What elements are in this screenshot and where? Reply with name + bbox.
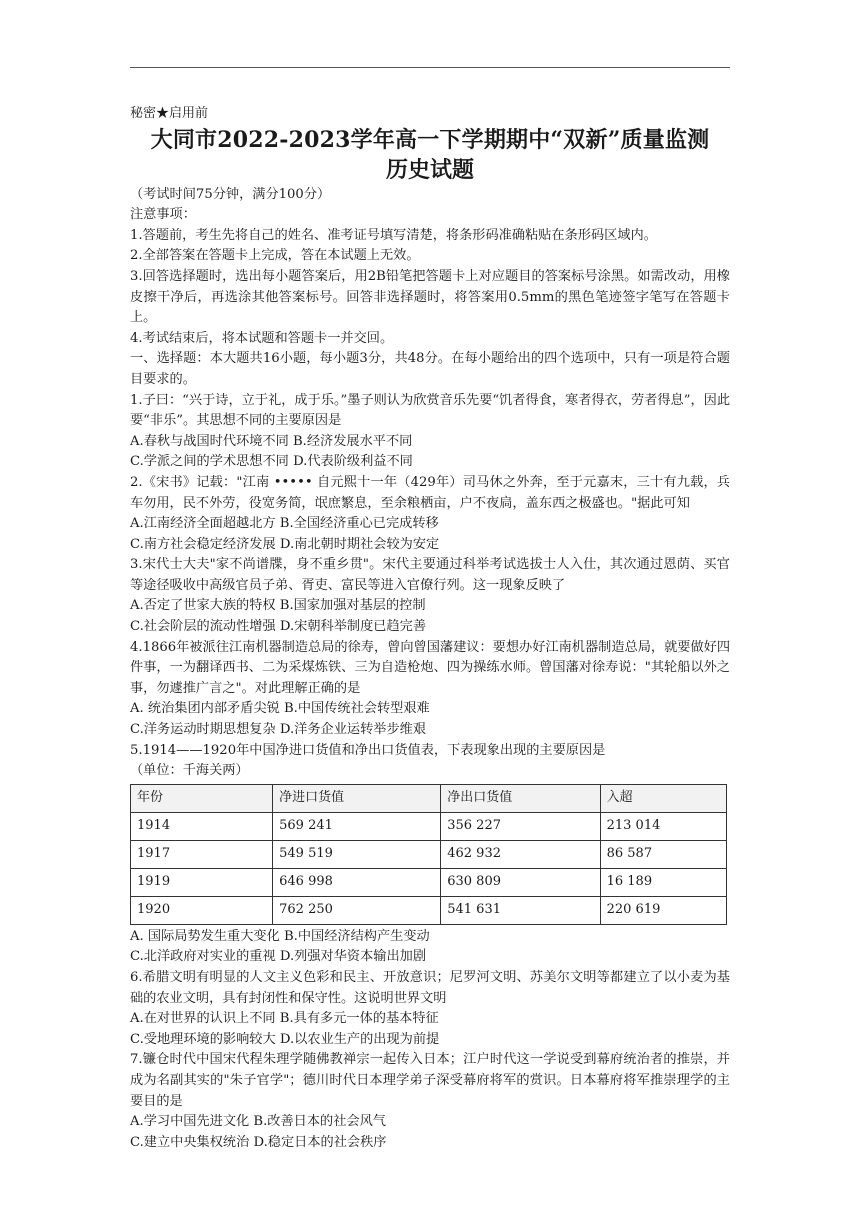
table-header-row xyxy=(131,784,727,812)
question-options: C.洋务运动时期思想复杂 D.洋务企业运转举步维艰 xyxy=(130,722,427,738)
table-cell: 86 587 xyxy=(600,840,726,868)
table-row xyxy=(131,840,727,868)
question-options: A.否定了世家大族的特权 B.国家加强对基层的控制 xyxy=(130,598,426,614)
table-cell: 220 619 xyxy=(600,896,726,924)
section-intro: 一、选择题：本大题共16小题，每小题3分，共48分。在每小题给出的四个选项中，只有一项是符合题目要求的。 xyxy=(130,351,730,387)
table-cell: 213 014 xyxy=(600,812,726,840)
question-stem: 7.镰仓时代中国宋代程朱理学随佛教禅宗一起传入日本；江户时代这一学说受到幕府统治者的推崇，并成为名副其实的"朱子官学"；德川时代日本理学弟子深受幕府将军的赏识。日本幕府将军推崇理学的主要目的是 xyxy=(130,1052,730,1109)
question-options: A.在对世界的认识上不同 B.具有多元一体的基本特征 xyxy=(130,1011,439,1027)
question-options: C.社会阶层的流动性增强 D.宋朝科举制度已趋完善 xyxy=(130,619,427,635)
table-cell: 541 631 xyxy=(441,896,600,924)
question-stem: 2.《宋书》记载："江南 ••••• 自元熙十一年（429年）司马休之外奔，至于元嘉末，三十有九载，兵车勿用，民不外劳，役宽务简，氓庶繁息，至余粮栖亩，户不夜扃，盖东西之极盛也。"据此可知 xyxy=(130,474,730,511)
notice-item: 4.考试结束后，将本试题和答题卡一并交回。 xyxy=(130,330,394,346)
notice-heading: 注意事项： xyxy=(130,207,196,223)
table-cell: 1920 xyxy=(131,896,273,924)
table-unit: （单位：千海关两） xyxy=(130,763,249,779)
table-cell: 1919 xyxy=(131,868,273,896)
table-cell: 1914 xyxy=(131,812,273,840)
table-header-cell: 入超 xyxy=(600,784,726,812)
question-options: A.江南经济全面超越北方 B.全国经济重心已完成转移 xyxy=(130,516,439,532)
table-cell: 569 241 xyxy=(273,812,441,840)
table-cell: 549 519 xyxy=(273,840,441,868)
exam-subtitle: 历史试题 xyxy=(385,156,474,183)
question-options: C.南方社会稳定经济发展 D.南北朝时期社会较为安定 xyxy=(130,536,440,552)
notice-item: 2.全部答案在答题卡上完成，答在本试题上无效。 xyxy=(130,248,420,264)
question-stem: 1.子曰：“兴于诗，立于礼，成于乐。”墨子则认为欣赏音乐先要“饥者得食，寒者得衣，劳者得息”，因此要“非乐”。其思想不同的主要原因是 xyxy=(130,392,731,429)
question-options: A.春秋与战国时代环境不同 B.经济发展水平不同 xyxy=(130,433,413,449)
table-row xyxy=(131,812,727,840)
question-options: A.学习中国先进文化 B.改善日本的社会风气 xyxy=(130,1114,386,1130)
table-cell: 646 998 xyxy=(273,868,441,896)
table-cell: 762 250 xyxy=(273,896,441,924)
table-cell: 16 189 xyxy=(600,868,726,896)
question-stem: 5.1914——1920年中国净进口货值和净出口货值表，下表现象出现的主要原因是 xyxy=(130,742,606,758)
question-options: C.建立中央集权统治 D.稳定日本的社会秩序 xyxy=(130,1134,387,1150)
top-rule xyxy=(130,67,730,68)
table-row xyxy=(131,896,727,924)
question-stem: 4.1866年被派往江南机器制造总局的徐寿，曾向曾国藩建议：要想办好江南机器制造总局，就要做好四件事，一为翻译西书、二为采煤炼铁、三为自造枪炮、四为操练水师。曾国藩对徐寿说："其轮船以外之事，勿遽推广言之"。对此理解正确的是 xyxy=(130,639,731,696)
question-options: A. 统治集团内部矛盾尖锐 B.中国传统社会转型艰难 xyxy=(130,701,430,717)
notice-item: 1.答题前，考生先将自己的姓名、准考证号填写清楚，将条形码准确粘贴在条形码区域内。 xyxy=(130,227,657,243)
exam-info: （考试时间75分钟，满分100分） xyxy=(130,186,331,202)
table-row xyxy=(131,868,727,896)
notice-item: 3.回答选择题时，选出每小题答案后，用2B铅笔把答题卡上对应题目的答案标号涂黑。如需改动，用橡皮擦干净后，再选涂其他答案标号。回答非选择题时，将答案用0.5mm的黑色笔迹签字笔写在答题卡上。 xyxy=(130,268,730,326)
question-stem: 6.希腊文明有明显的人文主义色彩和民主、开放意识；尼罗河文明、苏美尔文明等都建立了以小麦为基础的农业文明，具有封闭性和保守性。这说明世界文明 xyxy=(130,970,730,1006)
confidential-mark: 秘密★启用前 xyxy=(130,106,209,121)
table-header-cell: 净进口货值 xyxy=(273,784,441,812)
table-header-cell: 净出口货值 xyxy=(441,784,600,812)
trade-table xyxy=(130,784,727,925)
table-cell: 1917 xyxy=(131,840,273,868)
question-options: C.学派之间的学术思想不同 D.代表阶级利益不同 xyxy=(130,454,413,470)
question-options: A. 国际局势发生重大变化 B.中国经济结构产生变动 xyxy=(130,928,430,944)
exam-document xyxy=(130,104,730,1153)
table-cell: 462 932 xyxy=(441,840,600,868)
question-options: C.北洋政府对实业的重视 D.列强对华资本输出加剧 xyxy=(130,949,427,965)
exam-title: 大同市2022-2023学年高一下学期期中“双新”质量监测 xyxy=(150,126,710,153)
table-cell: 630 809 xyxy=(441,868,600,896)
table-cell: 356 227 xyxy=(441,812,600,840)
table-header-cell: 年份 xyxy=(131,784,273,812)
question-stem: 3.宋代士大夫"家不尚谱牒，身不重乡贯"。宋代主要通过科举考试选拔士人入仕，其次通过恩荫、买官等途径吸收中高级官员子弟、胥吏、富民等进入官僚行列。这一现象反映了 xyxy=(130,557,730,593)
question-options: C.受地理环境的影响较大 D.以农业生产的出现为前提 xyxy=(130,1031,440,1047)
